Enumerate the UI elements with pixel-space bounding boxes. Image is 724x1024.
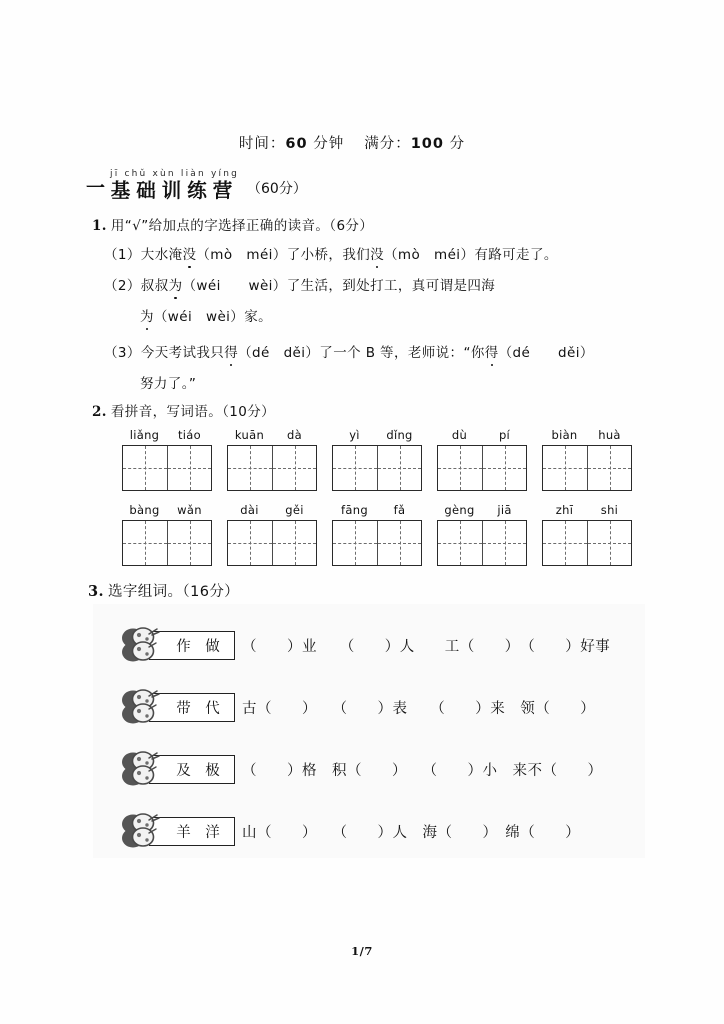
- answer-blanks[interactable]: 山（ ） （ ）人 海（ ） 绵（ ）: [242, 824, 581, 841]
- pinyin-syllable: dài: [240, 503, 259, 517]
- character-grid[interactable]: [437, 520, 527, 566]
- ladybug-icon: [119, 749, 165, 789]
- time-unit: 分钟: [313, 136, 345, 152]
- pinyin-syllable: tiáo: [178, 428, 201, 442]
- pinyin-syllable: kuān: [234, 428, 265, 442]
- pinyin-syllable: shi: [600, 503, 619, 517]
- word-grid-group: [122, 428, 212, 491]
- answer-blanks[interactable]: 古（ ） （ ）表 （ ）来 领（ ）: [242, 700, 596, 717]
- q2-number: 2.: [92, 404, 107, 420]
- pinyin-line: [437, 503, 527, 517]
- character-cell[interactable]: [167, 446, 211, 490]
- q1-item-2-tail: （wéi wèi）家。: [153, 309, 273, 325]
- total-value: 100: [410, 136, 444, 152]
- time-value: 60: [285, 136, 308, 152]
- q1-prompt-text: 用“√”给加点的字选择正确的读音。（6分）: [110, 218, 374, 234]
- answer-blanks[interactable]: （ ）格 积（ ） （ ）小 来不（ ）: [242, 762, 603, 779]
- character-cell[interactable]: [228, 521, 272, 565]
- ladybug-icon: [119, 625, 165, 665]
- pinyin-syllable: fāng: [341, 503, 368, 517]
- character-grid[interactable]: [542, 520, 632, 566]
- character-cell[interactable]: [543, 521, 587, 565]
- pinyin-line: [542, 503, 632, 517]
- pinyin-syllable: gěi: [285, 503, 304, 517]
- character-cell[interactable]: [377, 521, 421, 565]
- pinyin-syllable: zhī: [555, 503, 574, 517]
- q1-item-2-dotted-char-a: 为: [169, 274, 183, 294]
- pinyin-line: [122, 428, 212, 442]
- word-grid-group: [227, 428, 317, 491]
- total-label: 满分：: [364, 136, 411, 152]
- pinyin-syllable: dù: [451, 428, 468, 442]
- word-grid-group: [437, 428, 527, 491]
- section-title: [86, 170, 307, 201]
- character-cell[interactable]: [333, 521, 377, 565]
- pinyin-syllable: gèng: [444, 503, 475, 517]
- pinyin-line: [542, 428, 632, 442]
- pinyin-syllable: huà: [598, 428, 621, 442]
- q1-item-1-label: （1）: [104, 247, 141, 263]
- character-cell[interactable]: [123, 446, 167, 490]
- character-grid[interactable]: [332, 445, 422, 491]
- choice-character: 极: [205, 762, 220, 779]
- word-grid-group: [542, 428, 632, 491]
- page-number: 1/7: [351, 944, 373, 958]
- q1-item-1-dotted-char-b: 没: [370, 243, 384, 263]
- q3-prompt: [88, 580, 239, 601]
- character-cell[interactable]: [167, 521, 211, 565]
- q3-panel: [93, 604, 645, 858]
- word-grid-group: [227, 503, 317, 566]
- q1-item-3-dotted-char-a: 得: [224, 341, 238, 361]
- character-cell[interactable]: [272, 446, 316, 490]
- q3-number: 3.: [88, 583, 104, 600]
- character-grid[interactable]: [437, 445, 527, 491]
- q1-item-2-pre: 叔叔: [140, 278, 169, 294]
- pinyin-syllable: bàng: [129, 503, 160, 517]
- q1-item-2-line1: [104, 274, 495, 294]
- pinyin-syllable: dǐng: [386, 428, 413, 442]
- time-label: 时间：: [238, 136, 286, 152]
- pinyin-syllable: yì: [349, 428, 360, 442]
- word-grid-group: [437, 503, 527, 566]
- character-cell[interactable]: [123, 521, 167, 565]
- pinyin-syllable: jiā: [497, 503, 512, 517]
- choice-character: 及: [176, 762, 191, 779]
- q1-item-1-tail: （mò méi）有路可走了。: [384, 247, 558, 263]
- pinyin-line: [227, 503, 317, 517]
- q1-item-1-mid: （mò méi）了小桥，我们: [196, 247, 371, 263]
- pinyin-syllable: dà: [287, 428, 302, 442]
- q1-item-2-mid: （wéi wèi）了生活，到处打工，真可谓是四海: [182, 278, 496, 294]
- q1-item-1: [104, 243, 558, 263]
- character-grid[interactable]: [122, 445, 212, 491]
- q3-row-2: [119, 684, 595, 730]
- q1-item-3-line2-text: 努力了。”: [140, 376, 197, 392]
- q1-item-2-dotted-char-b: 为: [140, 305, 154, 325]
- total-unit: 分: [449, 136, 466, 152]
- section-score: （60分）: [247, 181, 307, 198]
- q3-prompt-text: 选字组词。（16分）: [107, 584, 240, 600]
- character-grid[interactable]: [227, 520, 317, 566]
- character-grid[interactable]: [332, 520, 422, 566]
- choice-character: 带: [176, 700, 191, 717]
- q3-row-1: [119, 622, 610, 668]
- exam-header: [0, 132, 724, 153]
- section-title-ruby: [110, 170, 239, 201]
- choice-character: 代: [205, 700, 220, 717]
- character-cell[interactable]: [482, 446, 526, 490]
- pinyin-line: [227, 428, 317, 442]
- answer-blanks[interactable]: （ ）业 （ ）人 工（ ） （ ）好事: [242, 638, 611, 655]
- pinyin-line: [332, 503, 422, 517]
- character-cell[interactable]: [587, 446, 631, 490]
- pinyin-syllable: pí: [498, 428, 511, 442]
- pinyin-syllable: fǎ: [393, 503, 406, 517]
- q1-item-1-dotted-char-a: 没: [183, 243, 197, 263]
- character-grid[interactable]: [122, 520, 212, 566]
- q1-item-3-line1: [104, 341, 594, 361]
- choice-character: 羊: [176, 824, 191, 841]
- q1-item-3-tail: （dé děi）: [498, 345, 594, 361]
- q1-number: 1.: [92, 218, 107, 234]
- q1-item-3-line2: [140, 372, 196, 392]
- section-number: 一: [86, 177, 106, 200]
- q1-item-3-mid: （dé děi）了一个 B 等，老师说：“你: [238, 345, 485, 361]
- pinyin-syllable: biàn: [551, 428, 578, 442]
- word-grid-group: [332, 503, 422, 566]
- word-grid-group: [122, 503, 212, 566]
- pinyin-syllable: wǎn: [177, 503, 202, 517]
- q2-prompt-text: 看拼音，写词语。（10分）: [110, 404, 276, 420]
- character-cell[interactable]: [333, 446, 377, 490]
- q1-item-2-label: （2）: [104, 278, 141, 294]
- section-title-text: 基础训练营: [110, 179, 239, 202]
- character-cell[interactable]: [438, 521, 482, 565]
- character-cell[interactable]: [543, 446, 587, 490]
- ladybug-icon: [119, 687, 165, 727]
- pinyin-line: [122, 503, 212, 517]
- choice-character: 作: [176, 638, 191, 655]
- pinyin-line: [332, 428, 422, 442]
- pinyin-line: [437, 428, 527, 442]
- q1-item-1-pre: 大水淹: [140, 247, 183, 263]
- q2-prompt: [92, 400, 275, 420]
- character-grid[interactable]: [542, 445, 632, 491]
- character-cell[interactable]: [272, 521, 316, 565]
- character-cell[interactable]: [438, 446, 482, 490]
- character-cell[interactable]: [377, 446, 421, 490]
- page-footer: [0, 944, 724, 958]
- q1-item-2-line2: [140, 305, 272, 325]
- character-cell[interactable]: [587, 521, 631, 565]
- character-grid[interactable]: [227, 445, 317, 491]
- q1-item-3-pre: 今天考试我只: [140, 345, 225, 361]
- q3-row-4: [119, 808, 580, 854]
- character-cell[interactable]: [482, 521, 526, 565]
- character-cell[interactable]: [228, 446, 272, 490]
- word-grid-group: [542, 503, 632, 566]
- choice-character: 做: [205, 638, 220, 655]
- pinyin-syllable: liǎng: [129, 428, 160, 442]
- word-grid-group: [332, 428, 422, 491]
- q1-item-3-dotted-char-b: 得: [485, 341, 499, 361]
- q1-prompt: [92, 214, 373, 234]
- q1-item-3-label: （3）: [104, 345, 141, 361]
- section-pinyin: jī chǔ xùn liàn yíng: [110, 169, 240, 179]
- q3-row-3: [119, 746, 603, 792]
- ladybug-icon: [119, 811, 165, 851]
- choice-character: 洋: [205, 824, 220, 841]
